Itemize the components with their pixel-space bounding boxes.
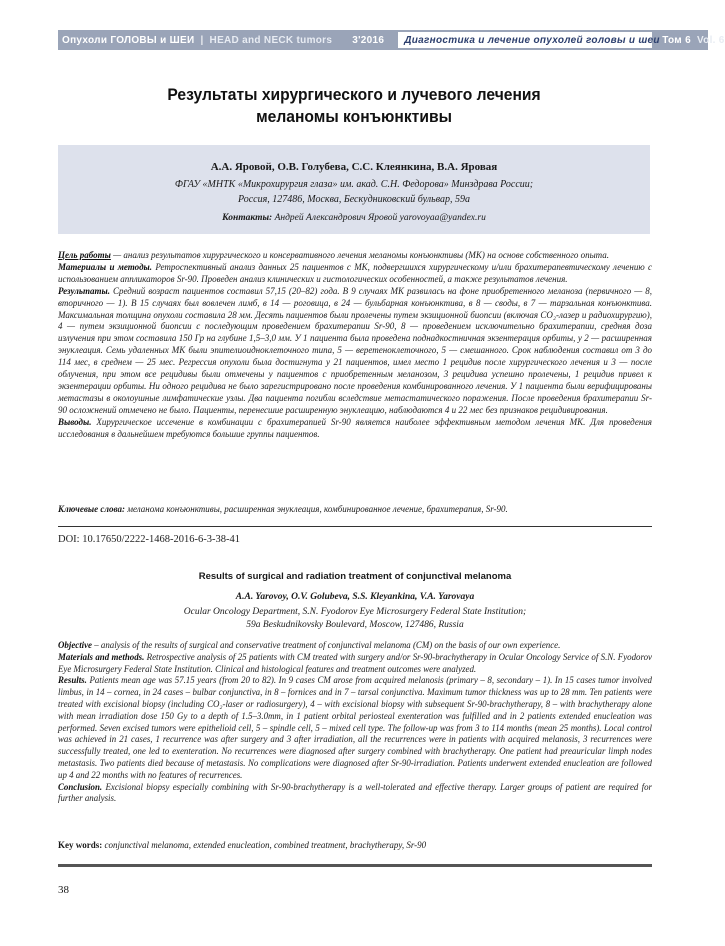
section-title: Диагностика и лечение опухолей головы и шеи	[398, 32, 652, 48]
abstract-en-conclusion	[58, 782, 652, 806]
keywords-en-label: Key words:	[58, 840, 103, 850]
journal-name-ru: Опухоли ГОЛОВЫ и ШЕИ	[62, 34, 195, 46]
affiliation-en-line-2: 59a Beskudnikovsky Boulevard, Moscow, 127486, Russia	[246, 620, 464, 630]
volume-ru: Том 6	[662, 34, 691, 46]
doi-link[interactable]: DOI: 10.17650/2222-1468-2016-6-3-38-41	[58, 534, 240, 545]
objective-label-en: Objective	[58, 640, 93, 650]
page-number: 38	[58, 884, 69, 896]
affiliation-ru-line-1: ФГАУ «МНТК «Микрохирургия глаза» им. акад. С.Н. Федорова» Минздрава России;	[174, 179, 534, 190]
conclusions-text-ru: Хирургическое иссечение в комбинации с брахитерапией Sr-90 является наиболее эффективным методом лечения МК. Для проведения исследования в дальнейшем требуются большие группы пациентов.	[58, 416, 652, 439]
footer-divider	[58, 864, 652, 867]
header-separator: |	[200, 34, 204, 46]
title-line-1: Результаты хирургического и лучевого лечения	[167, 85, 541, 104]
keywords-ru-label: Ключевые слова:	[58, 504, 125, 514]
section-divider	[58, 526, 652, 527]
running-header	[58, 30, 725, 50]
authors-block-ru	[58, 145, 650, 234]
keywords-en-text: conjunctival melanoma, extended enucleation, combined treatment, brachytherapy, Sr-90	[102, 840, 427, 850]
contacts-value: Андрей Александрович Яровой yarovoyaa@yandex.ru	[274, 213, 486, 223]
objective-text-en: – analysis of the results of surgical and conservative treatment of conjunctival melanoma (CM) on the basis of our own experience.	[92, 640, 561, 650]
objective-label-ru: Цель работы	[58, 250, 111, 260]
affiliation-en-line-1: Ocular Oncology Department, S.N. Fyodorov Eye Microsurgery Federal State Institution;	[183, 607, 527, 617]
conclusion-text-en: Excisional biopsy especially combining with Sr-90-brachytherapy is a well-tolerated and effective therapy. Larger groups of patient are required for further analysis.	[58, 781, 652, 804]
authors-ru: А.А. Яровой, О.В. Голубева, С.С. Клеянкина, В.А. Яровая	[210, 161, 498, 173]
abstract-ru-methods	[58, 262, 652, 286]
abstract-ru-results	[58, 286, 652, 417]
article-title-ru	[82, 84, 627, 128]
abstract-en-methods	[58, 652, 652, 676]
contacts-label: Контакты:	[222, 213, 273, 223]
results-label-en: Results.	[58, 675, 87, 686]
abstract-en-results	[58, 675, 652, 781]
keywords-en	[58, 840, 652, 850]
volume-en: Vol. 6	[696, 34, 725, 46]
issue-number: 3'2016	[352, 34, 385, 46]
article-title-en: Results of surgical and radiation treatment of conjunctival melanoma	[198, 571, 512, 582]
methods-text-ru: Ретроспективный анализ данных 25 пациентов с МК, подвергшихся хирургическому и/или брахитерапевтическому лечению с использованием аппликаторов Sr-90. Проведен анализ клинических и гистологических особенностей, а также результатов лечения.	[58, 261, 652, 284]
methods-text-en: Retrospective analysis of 25 patients with CM treated with surgery and/or Sr-90-brachytherapy in Ocular Oncology Service of S.N. Fyodorov Eye Microsurgery Federal State Institution. Clinical and histological features and treatment outcomes were analyzed.	[58, 651, 652, 674]
abstract-ru-conclusions	[58, 417, 652, 441]
objective-text-ru: — анализ результатов хирургического и консервативного лечения меланомы конъюнктивы (МК) на основе собственного опыта.	[110, 250, 610, 260]
keywords-ru-text: меланома конъюнктивы, расширенная энуклеация, комбинированное лечение, брахитерапия, Sr-90.	[124, 504, 508, 514]
abstract-ru-objective	[58, 250, 652, 262]
abstract-en-objective	[58, 640, 652, 652]
results-text-ru: Средний возраст пациентов составил 57,15 (20–82) года. В 9 случаях МК развилась на фоне приобретенного меланоза (первичного — 8, вторичного — 1). В 15 случаях был вовлечен лимб, в 14 — роговица, в 24 — бульбарная конъюнктива, в 8 — своды, в 7 — тарзальная конъюнктива. Максимальная толщина опухоли составила 28 мм. Десять пациентов были пролечены путем экзиционной биопсии (включая CO₂-лазер и радиохирургию), 4 — путем экзиционной биопсии с последующим проведением брахитерапии Sr-90, 8 — проведением исключительно брахитерапии, средняя доза излучения при этом составила 150 Гр на глубине 1,5–3,0 мм. У 1 пациента была проведена поднадкостничная экзентерация орбиты, у 2 — расширенная энуклеация. Семь удаленных МК были эпителиоидноклеточного типа, 5 — веретеноклеточного, 5 — смешанного. Срок наблюдения составил от 3 до 114 мес, в среднем — 25 мес. Регрессия опухоли была достигнута у 21 пациентов, имел место 1 рецидив после хирургического лечения и 3 — после облучения, при этом все рецидивы были отмечены у пациентов с приобретенным меланозом, 3 рецидива успешно пролечены, 1 рецидив привел к экзентерации орбиты. Ни одного рецидива не было зарегистрировано после проведения комбинированного лечения. У 1 пациента были верифицированы метастазы в околоушные лимфатические узлы. Два пациента погибли вследствие метастатического поражения. После проведения брахитерапии Sr-90 осложнений отмечено не было. Пациенты, перенесшие расширенную энуклеацию, наблюдаются 4 и 22 мес без признаков рецидивирования.	[58, 285, 652, 415]
affiliation-ru-line-2: Россия, 127486, Москва, Бескудниковский бульвар, 59а	[238, 194, 470, 205]
keywords-ru	[58, 503, 652, 515]
journal-name-en: HEAD and NECK tumors	[209, 34, 333, 46]
results-text-en: Patients mean age was 57.15 years (from 20 to 82). In 9 cases CM arose from acquired melanosis (primary – 8, secondary – 1). In 15 cases tumor involved limbus, in 14 – cornea, in 24 cases – bulbar conjunctiva, in 8 – fornices and in 7 – tarsal conjunctiva. Maximum tumor thickness was up to 28 mm. Ten patients were treated with excisional biopsy (including CO₂-laser or radiosurgery), 4 – with excisional biopsy with subsequent Sr-90-brachytherapy, 8 – with brachytherapy alone with mean irradiation dose 150 Gy to a depth of 1.5–3.0mm, in 1 patient orbital periosteal exenteration was fulfilled and in 2 patients extended enucleation was performed. Seven excised tumors were epithelioid cell, 5 – spindle cell, 5 – mixed cell type. The follow-up was from 3 to 114 months (mean 25 months). Local control was achieved in 21 cases, 1 recurrence was after surgery and 3 after irradiation, all the recurrences were in patients with acquired melanosis, 3 recurrences were successfully treated, one led to exenteration. No recurrences were diagnosed after surgery combined with brachytherapy. One patient had preauricular limph nodes metastasis. Two patients died because of metastasis. No complications were diagnosed after Sr-90-irradiation. Patients underwent extended enucleation are followed up 4 and 22 months with no features of recurrences.	[58, 675, 652, 780]
affiliation-en	[58, 606, 652, 632]
conclusion-label-en: Conclusion.	[58, 781, 103, 792]
affiliation-ru	[58, 177, 650, 207]
results-label-ru: Результаты.	[58, 285, 110, 296]
conclusions-label-ru: Выводы.	[58, 416, 92, 427]
authors-en: A.A. Yarovoy, O.V. Golubeva, S.S. Kleyankina, V.A. Yarovaya	[235, 592, 475, 602]
methods-label-ru: Материалы и методы.	[58, 261, 153, 272]
methods-label-en: Materials and methods.	[58, 651, 145, 662]
title-line-2: меланомы конъюнктивы	[256, 107, 452, 126]
contacts-ru	[58, 211, 650, 225]
abstract-en	[58, 640, 652, 805]
abstract-ru	[58, 250, 652, 441]
